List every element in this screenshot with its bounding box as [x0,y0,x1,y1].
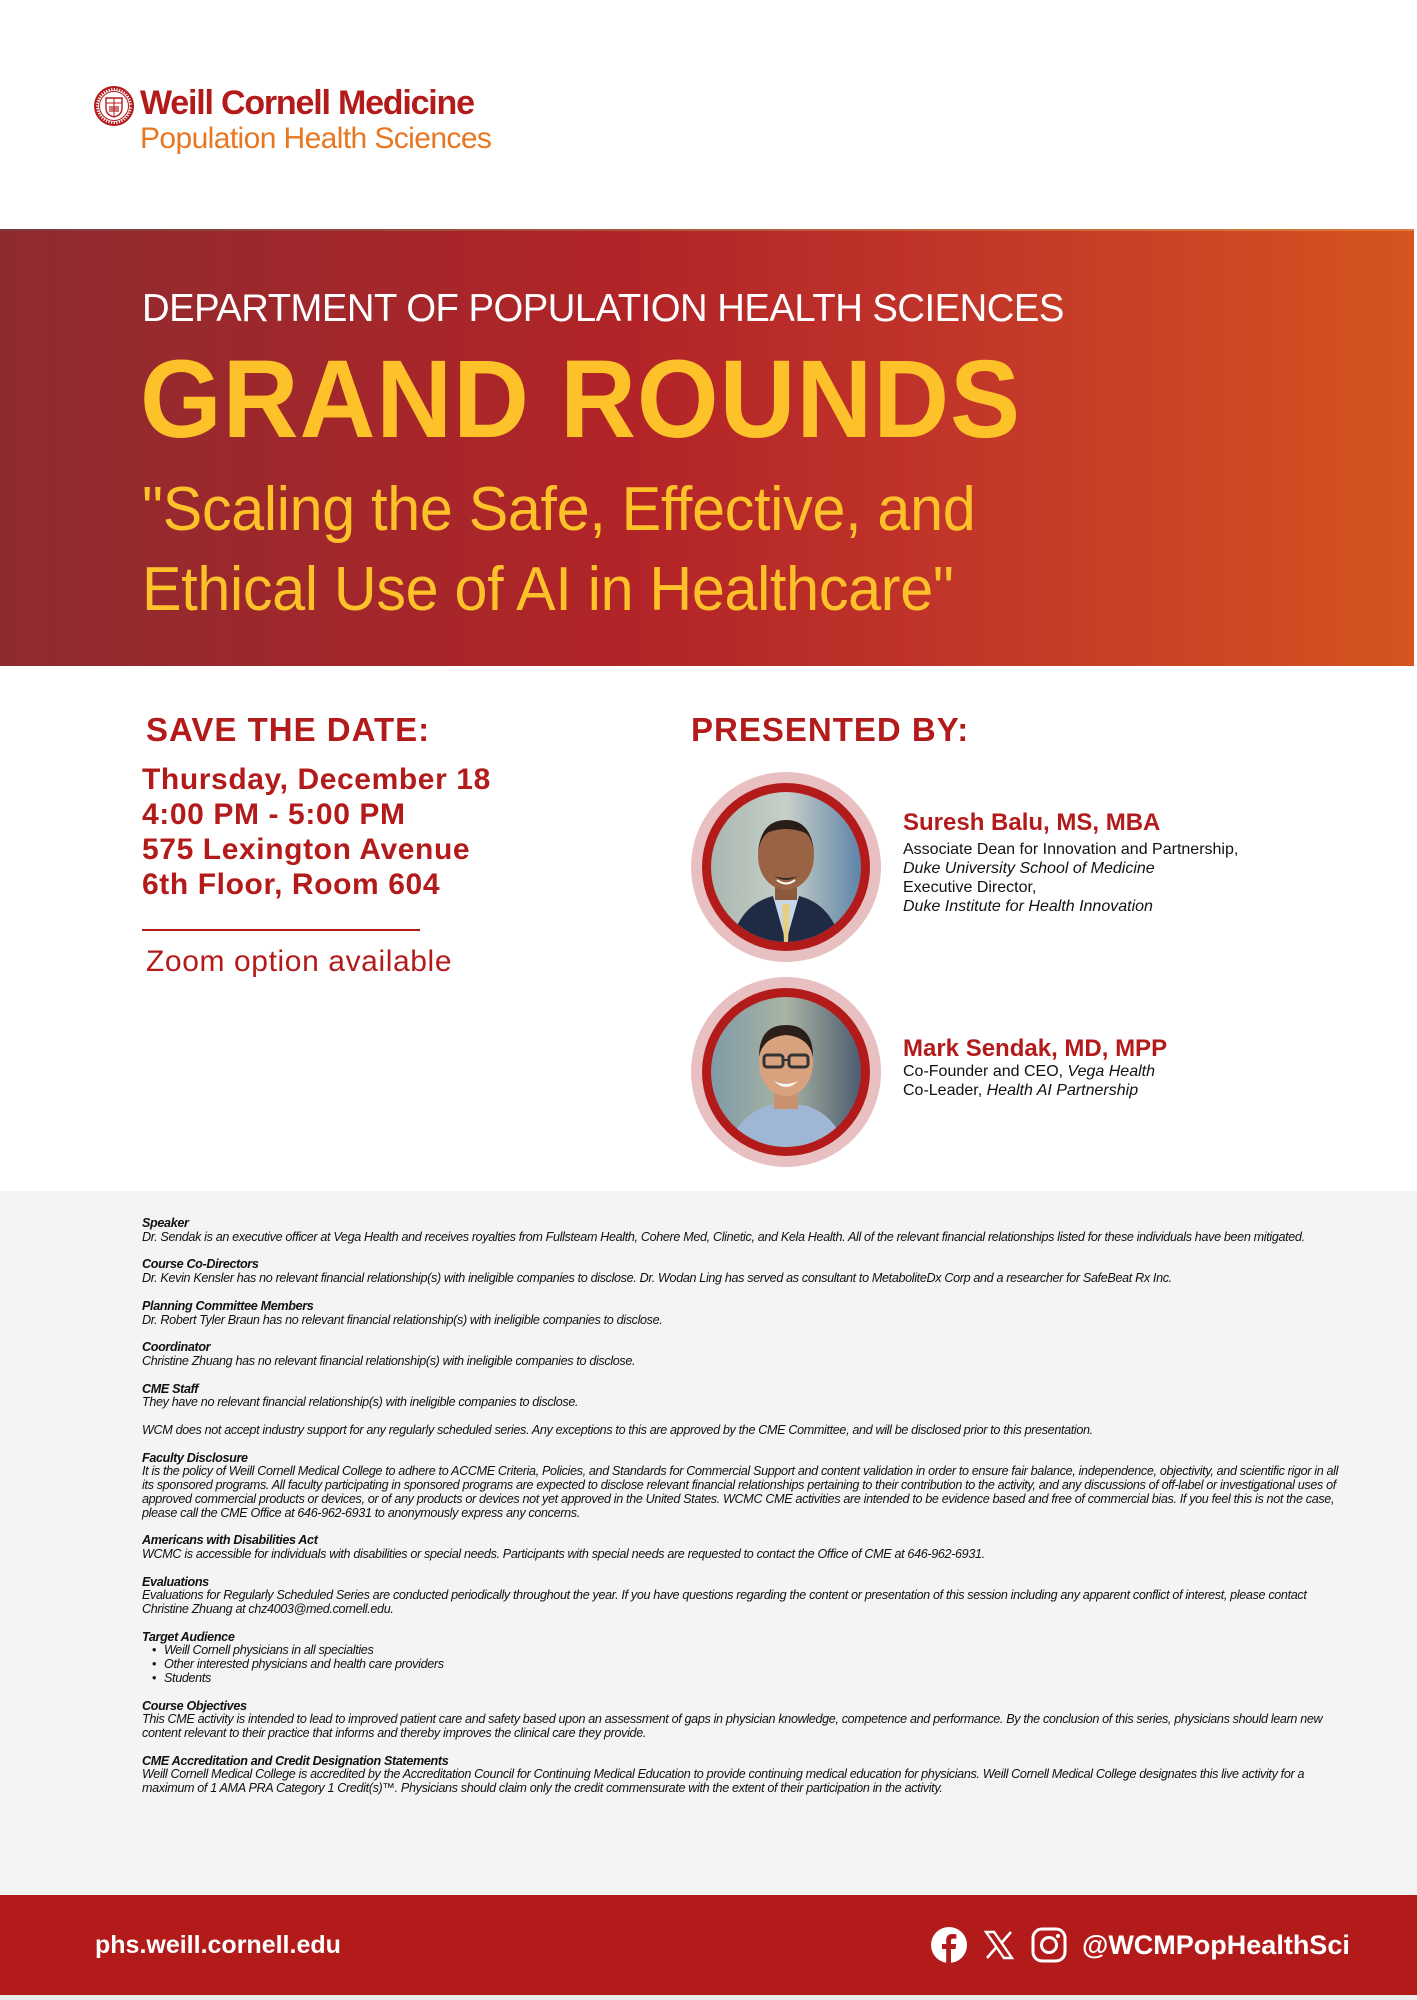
audience-list [142,1644,1342,1685]
speaker-organization: Vega Health [1063,1063,1155,1080]
speaker-portrait-icon [711,792,861,942]
instagram-icon[interactable] [1030,1926,1068,1964]
disclosure-coordinator: Coordinator Christine Zhuang has no relevant financial relationship(s) with ineligible companies to disclose. [142,1340,636,1368]
website-link[interactable]: phs.weill.cornell.edu [95,1931,341,1959]
list-item: • Other interested physicians and health care providers [154,1658,1342,1672]
event-date: Thursday, December 18 [142,763,491,796]
divider [142,929,420,931]
speaker-organization: Health AI Partnership [982,1082,1139,1099]
university-seal-icon [94,86,134,126]
speaker-name: Suresh Balu, MS, MBA [903,809,1161,836]
list-item: • Weill Cornell physicians in all specialties [154,1644,1342,1658]
x-icon[interactable] [980,1926,1018,1964]
speaker-affiliations [903,1062,1155,1100]
speaker-title: Associate Dean for Innovation and Partnership, [903,841,1239,858]
event-title: GRAND ROUNDS [140,338,1022,461]
disclosure-course-co-directors: Course Co-Directors Dr. Kevin Kensler has no relevant financial relationship(s) with ineligible companies to disclose. Dr. Wodan Ling has served as consultant to MetaboliteDx Corp and a researcher for SafeBeat Rx Inc. [142,1257,1172,1286]
speaker-title: Co-Founder and CEO, [903,1063,1064,1080]
banner-department: DEPARTMENT OF POPULATION HEALTH SCIENCES [142,287,1064,330]
zoom-option-note: Zoom option available [146,945,453,978]
disclosure-text [142,1217,1342,1810]
facebook-icon[interactable] [930,1926,968,1964]
disclosure-cme-accreditation: CME Accreditation and Credit Designation Statements Weill Cornell Medical College is accredited by the Accreditation Council for Continuing Medical Education to provide continuing medical education for physicians. Weill Cornell Medical College designates this live activity for a maximum of 1 AMA PRA Category 1 Credit(s)™. Physicians should claim only the credit commensurate with the extent of their participation in the activity. [142,1753,1305,1796]
event-address: 575 Lexington Avenue [142,833,471,866]
disclosure-cme-staff: CME Staff They have no relevant financial relationship(s) with ineligible companies to disclose. [142,1381,579,1410]
disclosure-planning-committee: Planning Committee Members Dr. Robert Tyler Braun has no relevant financial relationship(s) with ineligible companies to disclose. [142,1298,663,1327]
disclosure-industry-support: WCM does not accept industry support for any regularly scheduled series. Any exceptions to this are approved by the CME Committee, and will be disclosed prior to this presentation. [142,1423,1093,1438]
wcm-logo [94,84,491,156]
disclosure-evaluations: Evaluations Evaluations for Regularly Scheduled Series are conducted periodically throughout the year. If you have questions regarding the content or presentation of this session including any apparent conflict of interest, please contact Christine Zhuang at chz4003@med.cornell.edu. [142,1574,1307,1617]
speaker-name: Mark Sendak, MD, MPP [903,1035,1168,1062]
social-handle[interactable]: @WCMPopHealthSci [1082,1930,1350,1960]
disclosure-course-objectives: Course Objectives This CME activity is intended to lead to improved patient care and safety based upon an assessment of gaps in physician knowledge, competence and performance. By the conclusion of this series, physicians should learn new content relevant to their practice that informs and thereby improves the clinical care they provide. [142,1698,1323,1740]
talk-title [142,470,975,630]
banner-edge [0,229,1414,231]
event-time: 4:00 PM - 5:00 PM [142,798,406,831]
speaker-title: Executive Director, [903,879,1037,896]
event-details [142,762,491,902]
event-room: 6th Floor, Room 604 [142,868,441,901]
presented-by-heading: PRESENTED BY: [691,711,970,748]
logo-institution-name: Weill Cornell Medicine [140,84,474,122]
disclosure-faculty: Faculty Disclosure It is the policy of Weill Cornell Medical College to adhere to ACCME Criteria, Policies, and Standards for Commercial Support and content validation in order to ensure fair balance, independence, objectivity, and scientific rigor in all its sponsored programs. All faculty participating in sponsored programs are expected to disclose relevant financial relationships pertaining to their contribution to the activity, and any discussions of off-label or investigational uses of approved commercial products or devices, or of any products or devices not yet approved in the United States. WCMC CME activities are intended to be evidence based and free of commercial bias. If you feel this is not the case, please call the CME Office at 646-962-6931 to anonymously express any concerns. [142,1450,1339,1520]
speaker-photo-suresh-balu [691,772,881,962]
disclosure-speaker: Speaker Dr. Sendak is an executive officer at Vega Health and receives royalties from Fullsteam Health, Cohere Med, Clinetic, and Kela Health. All of the relevant financial relationships listed for these individuals have been mitigated. [142,1216,1305,1244]
speaker-photo-mark-sendak [691,977,881,1167]
speaker-portrait-icon [711,997,861,1147]
footer-edge [0,1995,1417,2000]
save-the-date-heading: SAVE THE DATE: [146,711,431,748]
talk-title-line-2: Ethical Use of AI in Healthcare" [142,555,954,624]
logo-department-name: Population Health Sciences [140,122,492,155]
list-item: • Students [154,1672,1342,1686]
speaker-organization: Duke University School of Medicine [903,860,1155,877]
social-links [930,1926,1350,1964]
speaker-organization: Duke Institute for Health Innovation [903,898,1153,915]
disclosure-target-audience: Target Audience • Weill Cornell physicians in all specialties • Other interested physicians and health care providers • Students [142,1631,1342,1686]
talk-title-line-1: "Scaling the Safe, Effective, and [142,475,976,544]
speaker-title: Co-Leader, [903,1082,983,1099]
disclosure-ada: Americans with Disabilities Act WCMC is accessible for individuals with disabilities or special needs. Participants with special needs are requested to contact the Office of CME at 646-962-6931. [142,1533,985,1561]
speaker-affiliations [903,840,1238,916]
